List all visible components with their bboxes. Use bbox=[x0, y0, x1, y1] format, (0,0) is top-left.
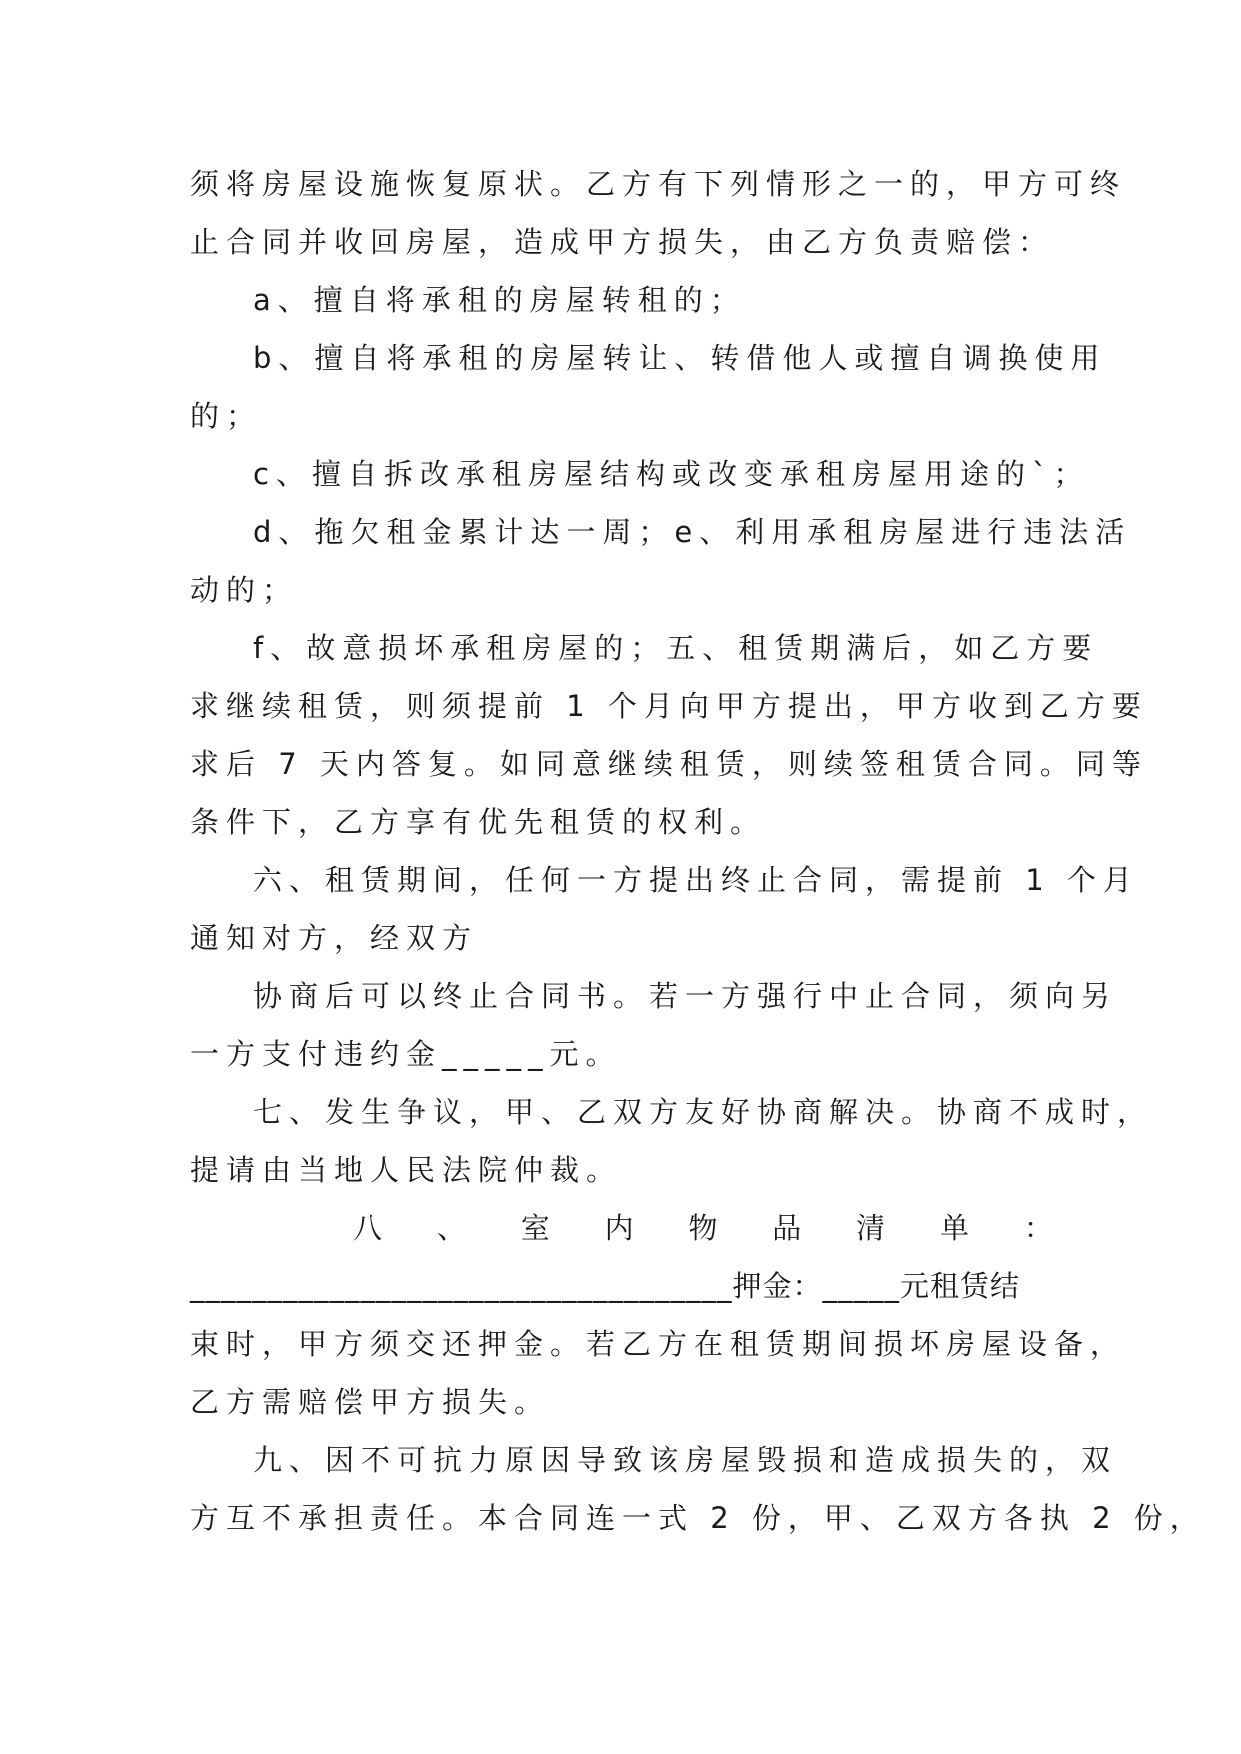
heading-char: 内 bbox=[604, 1211, 634, 1245]
heading-char: 室 bbox=[520, 1211, 550, 1245]
text-line: 六、租赁期间，任何一方提出终止合同，需提前 1 个月 bbox=[253, 863, 1139, 897]
text-line: 九、因不可抗力原因导致该房屋毁损和造成损失的，双 bbox=[253, 1443, 1118, 1477]
text-line: 求后 7 天内答复。如同意继续租赁，则续签租赁合同。同等 bbox=[190, 747, 1148, 781]
heading-char: 单 bbox=[940, 1211, 970, 1245]
text-line: 乙方需赔偿甲方损失。 bbox=[190, 1385, 551, 1419]
text-line: 条件下，乙方享有优先租赁的权利。 bbox=[190, 805, 767, 839]
text-line: b、擅自将承租的房屋转让、转借他人或擅自调换使用 bbox=[253, 341, 1107, 375]
heading-char: 物 bbox=[688, 1211, 718, 1245]
heading-char: ： bbox=[1023, 1211, 1053, 1245]
text-line: d、拖欠租金累计达一周；e、利用承租房屋进行违法活 bbox=[253, 515, 1132, 549]
text-line: 方互不承担责任。本合同连一式 2 份，甲、乙双方各执 2 份， bbox=[190, 1501, 1206, 1535]
text-line: 一方支付违约金_____元。 bbox=[190, 1037, 622, 1071]
text-line: a、擅自将承租的房屋转租的； bbox=[253, 283, 746, 317]
heading-char: 清 bbox=[856, 1211, 886, 1245]
text-line: c、擅自拆改承租房屋结构或改变承租房屋用途的`； bbox=[253, 457, 1090, 491]
text-line: f、故意损坏承租房屋的；五、租赁期满后，如乙方要 bbox=[253, 631, 1099, 665]
text-line: 束时，甲方须交还押金。若乙方在租赁期间损坏房屋设备， bbox=[190, 1327, 1127, 1361]
text-line: 提请由当地人民法院仲裁。 bbox=[190, 1153, 623, 1187]
text-line: 止合同并收回房屋，造成甲方损失，由乙方负责赔偿： bbox=[190, 225, 1055, 259]
text-line: 的； bbox=[190, 399, 263, 433]
text-line: 求继续租赁，则须提前 1 个月向甲方提出，甲方收到乙方要 bbox=[190, 689, 1148, 723]
heading-char: 品 bbox=[772, 1211, 802, 1245]
deposit-line: ___________________________________押金：_____元租赁结 bbox=[190, 1269, 1021, 1303]
text-line: 通知对方，经双方 bbox=[190, 921, 479, 955]
section-heading-item-list bbox=[353, 1208, 1053, 1248]
text-line: 协商后可以终止合同书。若一方强行中止合同，须向另 bbox=[253, 979, 1118, 1013]
text-line: 动的； bbox=[190, 573, 299, 607]
heading-char: 、 bbox=[436, 1211, 466, 1245]
text-line: 七、发生争议，甲、乙双方友好协商解决。协商不成时， bbox=[253, 1095, 1154, 1129]
text-line: 须将房屋设施恢复原状。乙方有下列情形之一的，甲方可终 bbox=[190, 167, 1127, 201]
heading-char: 八 bbox=[353, 1211, 383, 1245]
